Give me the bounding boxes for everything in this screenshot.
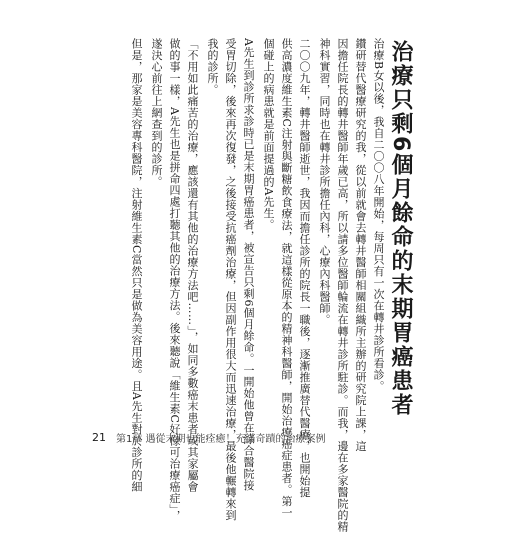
page-number: 21 xyxy=(92,430,106,444)
text-column: 做的事一樣，A先生也是拼命四處打聽其他的治療方法。後來聽說「維生素C好像可治療癌症」， xyxy=(168,38,181,522)
text-column: 我的診所。 xyxy=(206,38,219,96)
text-column: 神科實習，同時也在轉井診所擔任內科，心療內科醫師。 xyxy=(318,38,331,326)
running-head: 第1章 遇從末期也能痊癒！充滿奇蹟的治療案例 xyxy=(116,433,326,445)
page-footer xyxy=(92,430,432,444)
text-column: 受胃切除，後來再次復發，之後接受抗癌劑治療，但因副作用很大而迅速治療，最後他輾轉來到 xyxy=(224,38,237,521)
text-column: 因擔任院長的轉井醫師年歲已高，所以請多位醫師輪流在轉井診所駐診。而我，邊在多家醫院的精 xyxy=(336,38,349,533)
text-column: 但是，那家是美容專科醫院，注射維生素C當然只是做為美容用途。且A先生對於診所的細 xyxy=(130,38,143,493)
text-column: 供高濃度維生素C注射與斷糖飲食療法，就這樣從原本的精神科醫師，開始治療癌症患者。第一 xyxy=(280,38,293,519)
text-column: 個碰上的病患就是前面提過的A先生。 xyxy=(262,38,275,231)
section-title: 治療只剩6個月餘命的末期胃癌患者 xyxy=(388,40,413,418)
text-column: 治療B女以後，我自二〇〇八年開始，每周只有一次在轉井診所看診。 xyxy=(372,38,385,392)
text-column: 二〇〇九年，轉井醫師逝世，我因而擔任診所的院長一職後，逐漸推廣替代醫療，也開始提 xyxy=(298,38,311,498)
text-column: 「不用如此痛苦的治療，應該還有其他的治療方法吧……」，如同多數癌末患者或其家屬會 xyxy=(186,38,199,493)
text-column: 遂決心前往上網查到的診所。 xyxy=(150,38,163,188)
text-column: A先生到診所求診時已是末期胃癌患者，被宣告只剩6個月餘命。一開始他曾在綜合醫院接 xyxy=(242,38,255,491)
text-column: 鑽研替代醫療研究的我，從以前就會去轉井醫師相關組織所主辦的研究院上課，這 xyxy=(354,38,367,452)
